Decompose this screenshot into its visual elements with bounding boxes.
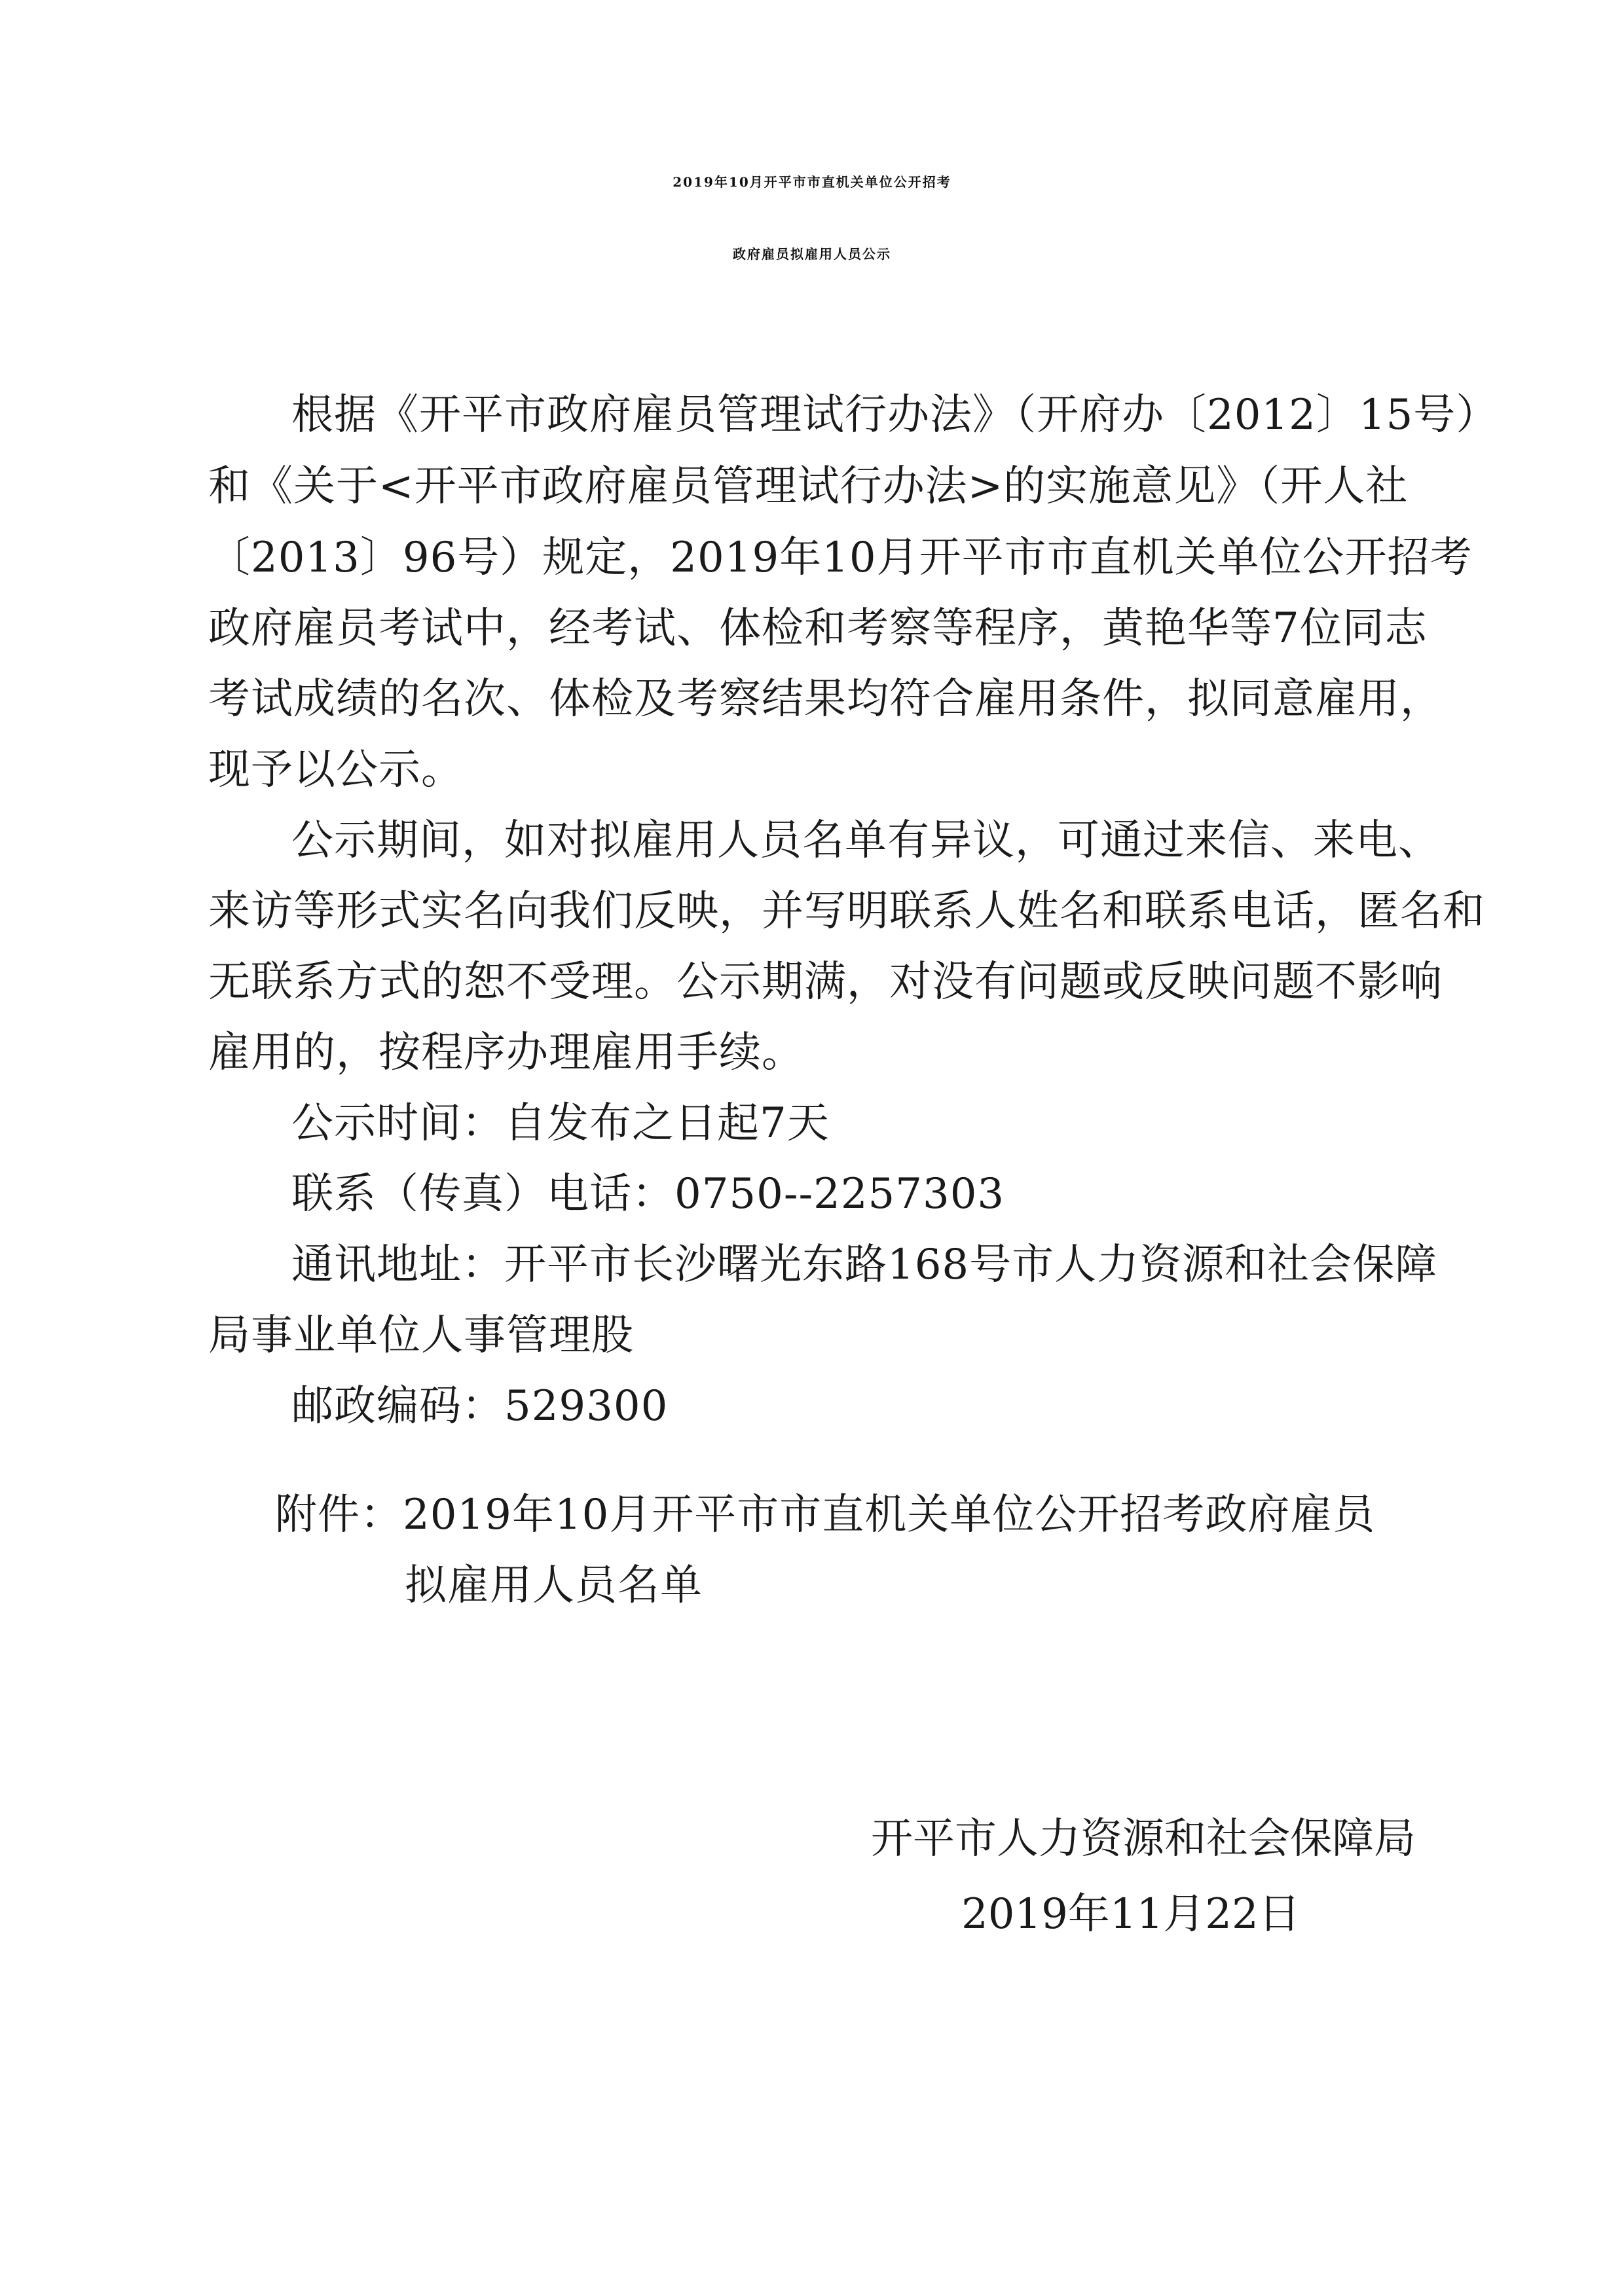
contact-phone: 联系（传真）电话：0750--2257303 bbox=[291, 1170, 1005, 1218]
para1-line: 根据《开平市政府雇员管理试行办法》（开府办〔2012〕15号） bbox=[291, 391, 1499, 439]
para2-line: 公示期间，如对拟雇用人员名单有异议，可通过来信、来电、 bbox=[291, 816, 1441, 865]
address-line: 通讯地址：开平市长沙曙光东路168号市人力资源和社会保障 bbox=[291, 1241, 1438, 1289]
para2-line: 无联系方式的恕不受理。公示期满，对没有问题或反映问题不影响 bbox=[208, 958, 1443, 1006]
para2-line: 来访等形式实名向我们反映，并写明联系人姓名和联系电话，匿名和 bbox=[208, 887, 1485, 936]
para2-line: 雇用的，按程序办理雇用手续。 bbox=[208, 1029, 804, 1077]
document-title-line2: 政府雇员拟雇用人员公示 bbox=[733, 246, 891, 262]
address-line: 局事业单位人事管理股 bbox=[208, 1311, 634, 1360]
signature-organization: 开平市人力资源和社会保障局 bbox=[871, 1815, 1416, 1863]
para1-line: 现予以公示。 bbox=[208, 746, 464, 794]
para1-line: 〔2013〕96号）规定，2019年10月开平市市直机关单位公开招考 bbox=[208, 534, 1473, 582]
publish-time: 公示时间：自发布之日起7天 bbox=[291, 1099, 830, 1148]
document-title-line1: 2019年10月开平市市直机关单位公开招考 bbox=[673, 174, 951, 190]
para1-line: 政府雇员考试中，经考试、体检和考察等程序，黄艳华等7位同志 bbox=[208, 604, 1428, 653]
attachment-line: 附件：2019年10月开平市市直机关单位公开招考政府雇员 bbox=[275, 1491, 1376, 1539]
para1-line: 和《关于<开平市政府雇员管理试行办法>的实施意见》（开人社 bbox=[208, 462, 1409, 511]
postcode: 邮政编码：529300 bbox=[291, 1382, 669, 1430]
signature-date: 2019年11月22日 bbox=[961, 1890, 1301, 1939]
attachment-line: 拟雇用人员名单 bbox=[405, 1561, 703, 1610]
para1-line: 考试成绩的名次、体检及考察结果均符合雇用条件，拟同意雇用， bbox=[208, 675, 1443, 723]
